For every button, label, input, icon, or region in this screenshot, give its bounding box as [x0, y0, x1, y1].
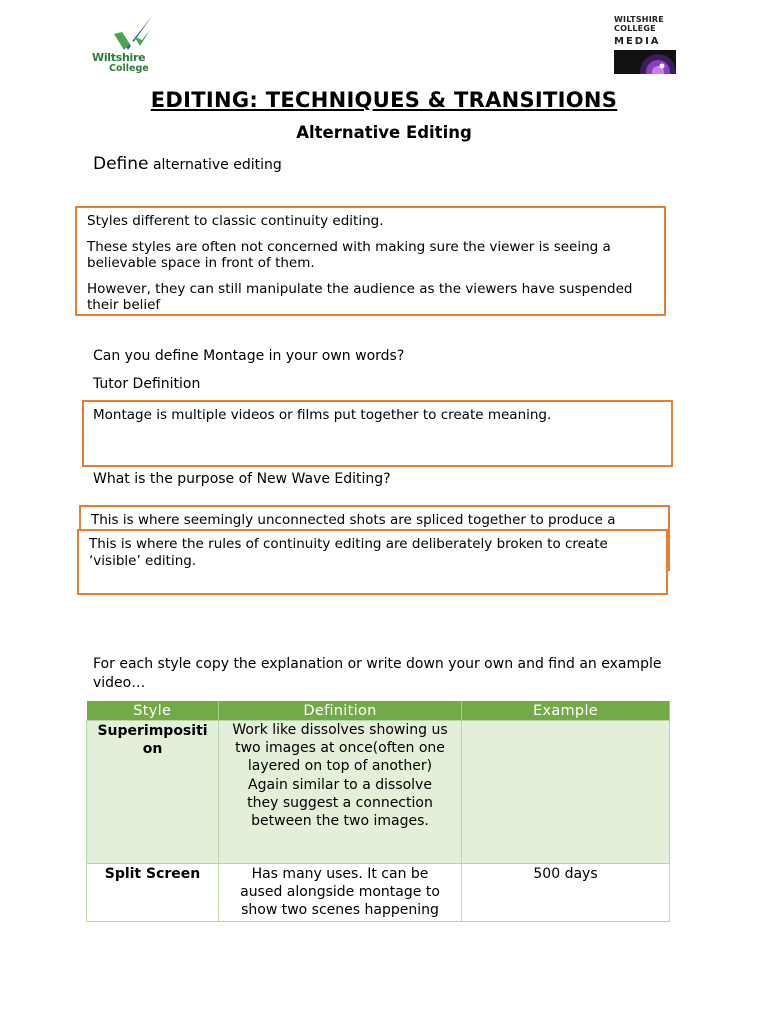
style-cell: Superimposition: [87, 721, 219, 864]
answer-box-alternative-editing[interactable]: [75, 206, 666, 316]
definition-cell[interactable]: Work like dissolves showing us two images at once(often one layered on top of another) Again similar to a dissolve they suggest a connection between the two images.: [219, 721, 462, 864]
style-cell: Split Screen: [87, 864, 219, 922]
styles-table: [86, 701, 670, 922]
checkmark-logo-icon: [90, 14, 160, 54]
header-definition: Definition: [219, 701, 462, 721]
answer-box-montage[interactable]: [82, 400, 673, 467]
define-prompt-rest: alternative editing: [148, 157, 282, 173]
instructions-text: For each style copy the explanation or write down your own and find an example video…: [93, 656, 662, 691]
answer-text-p2: These styles are often not concerned with making sure the viewer is seeing a believable space in front of them.: [87, 238, 611, 271]
document-title: EDITING: TECHNIQUES & TRANSITIONS: [150, 88, 618, 112]
media-logo-line2: COLLEGE: [614, 24, 656, 33]
example-cell[interactable]: [462, 721, 670, 864]
answer-text-montage: Montage is multiple videos or films put together to create meaning.: [93, 407, 552, 423]
table-header-row: [87, 701, 670, 721]
header-example: Example: [462, 701, 670, 721]
define-prompt: [93, 154, 282, 174]
logo-text-line2: College: [109, 63, 149, 74]
question-montage: Can you define Montage in your own words?: [93, 348, 405, 364]
answer-box-new-wave-2[interactable]: [77, 529, 668, 595]
answer-text-p3: However, they can still manipulate the audience as the viewers have suspended their belief: [87, 280, 633, 313]
answer-text-p1: Styles different to classic continuity editing.: [87, 213, 384, 229]
definition-cell[interactable]: Has many uses. It can be aused alongside montage to show two scenes happening: [219, 864, 462, 922]
question-new-wave: What is the purpose of New Wave Editing?: [93, 471, 391, 487]
wiltshire-college-logo: [90, 14, 160, 76]
wiltshire-college-media-logo: [611, 14, 677, 74]
logo-text-line1: Wiltshire: [92, 51, 146, 64]
media-logo-line1: WILTSHIRE: [614, 15, 664, 24]
answer-text-new-wave-1: This is where seemingly unconnected shots are spliced together to produce a: [91, 512, 616, 528]
table-row: [87, 864, 670, 922]
header-style: Style: [87, 701, 219, 721]
answer-text-new-wave-2: This is where the rules of continuity editing are deliberately broken to create ‘visible’ editing.: [89, 536, 608, 569]
define-prompt-bold: Define: [93, 154, 149, 174]
camera-lens-icon: [614, 50, 676, 74]
document-subtitle: Alternative Editing: [296, 123, 472, 142]
tutor-definition-label: Tutor Definition: [93, 376, 201, 392]
example-cell[interactable]: 500 days: [462, 864, 670, 922]
table-row: [87, 721, 670, 864]
media-logo-line3: MEDIA: [614, 36, 661, 47]
